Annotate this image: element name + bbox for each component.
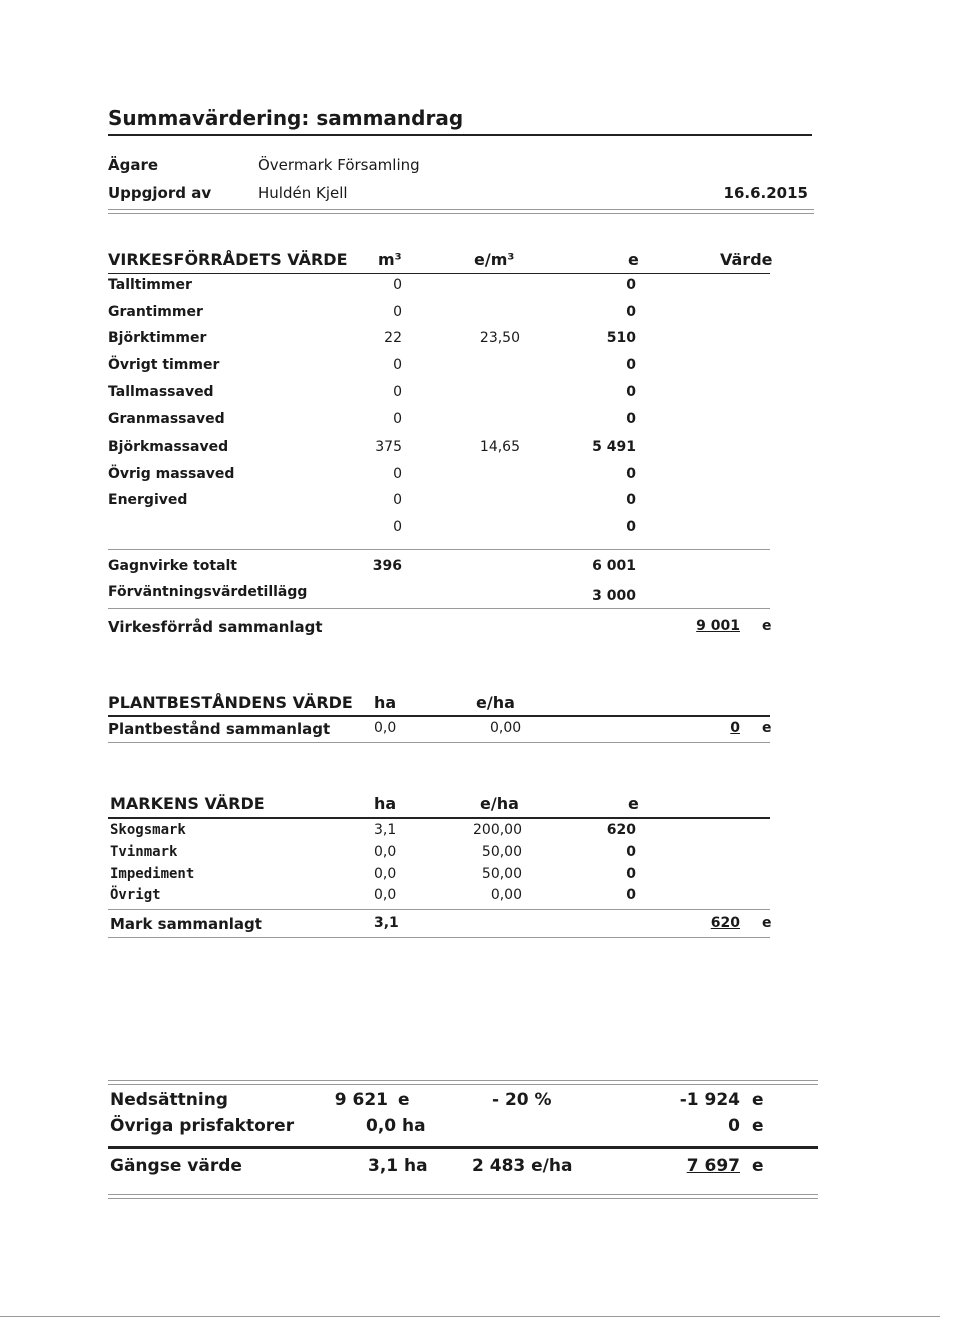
virke-sum-unit: e [762, 618, 772, 634]
virke-row-e: 0 [626, 466, 636, 482]
virke-row-e: 510 [606, 330, 636, 346]
mark-row-e: 0 [626, 887, 636, 903]
mark-row-ha: 0,0 [374, 887, 397, 903]
reduction-base: 9 621 [334, 1090, 388, 1110]
mark-sum-label: Mark sammanlagt [110, 915, 262, 933]
virke-row-e: 0 [626, 384, 636, 400]
mark-row-eha: 50,00 [481, 866, 522, 882]
plant-row-value: 0 [730, 720, 740, 736]
virke-row-m3: 0 [393, 357, 402, 373]
virke-row-m3: 0 [393, 384, 402, 400]
risk-unit: e [752, 1116, 764, 1136]
mark-row-label: Tvinmark [110, 844, 178, 860]
virke-sum-label: Virkesförråd sammanlagt [108, 618, 323, 636]
virke-row-e: 0 [626, 304, 636, 320]
mark-row-eha: 50,00 [481, 844, 522, 860]
virke-row-m3: 0 [393, 519, 402, 535]
virke-row-e: 0 [626, 492, 636, 508]
virke-sum-value: 9 001 [696, 618, 740, 634]
mark-row-e: 0 [626, 844, 636, 860]
virke-row-e: 0 [626, 411, 636, 427]
virke-row-label: Grantimmer [108, 304, 203, 320]
virke-total-m3: 396 [372, 558, 402, 574]
mark-row-e: 0 [626, 866, 636, 882]
virke-row-m3: 0 [393, 304, 402, 320]
report-date: 16.6.2015 [723, 184, 808, 202]
mark-row-ha: 0,0 [374, 866, 397, 882]
virke-row-label: Tallmassaved [108, 384, 214, 400]
virke-row-m3: 0 [393, 466, 402, 482]
reduction-base-unit: e [398, 1090, 410, 1110]
plant-row-ha: 0,0 [374, 720, 397, 736]
title-rule [108, 134, 812, 136]
mark-row-ha: 3,1 [374, 822, 397, 838]
risk-value: 0 [728, 1116, 740, 1136]
reduction-label: Nedsättning [110, 1090, 228, 1110]
plant-col-ha: ha [374, 693, 397, 712]
risk-label: Övriga prisfaktorer [110, 1116, 295, 1136]
prepared-value: Huldén Kjell [258, 184, 348, 202]
prepared-label: Uppgjord av [108, 184, 212, 202]
mark-row-label: Impediment [110, 866, 195, 882]
mark-row-eha: 200,00 [473, 822, 522, 838]
mark-heading: MARKENS VÄRDE [110, 794, 265, 813]
virke-row-label: Övrig massaved [108, 466, 235, 482]
mark-row-eha: 0,00 [490, 887, 522, 903]
virke-row-e: 0 [626, 277, 636, 293]
reduction-pct: - 20 % [492, 1090, 552, 1110]
virke-row-m3: 375 [375, 439, 402, 455]
virke-row-label: Energived [108, 492, 188, 508]
mark-row-label: Övrigt [110, 887, 161, 903]
current-unit: e [752, 1156, 764, 1176]
plant-bottom-rule [108, 742, 770, 743]
virke-col-value: Värde [720, 250, 773, 269]
virke-rows-rule [108, 549, 770, 550]
virke-row-e: 0 [626, 519, 636, 535]
reduction-unit: e [752, 1090, 764, 1110]
mark-row-ha: 0,0 [374, 844, 397, 860]
virke-total-label: Gagnvirke totalt [108, 558, 238, 574]
owner-label: Ägare [108, 156, 159, 174]
virke-bonus-e: 3 000 [592, 588, 636, 604]
virke-row-e: 5 491 [592, 439, 636, 455]
virke-col-e: e [628, 250, 639, 269]
mark-rows-rule [108, 909, 770, 910]
virke-row-m3: 22 [384, 330, 402, 346]
virke-row-em3: 14,65 [479, 439, 520, 455]
risk-ha: 0,0 ha [366, 1116, 426, 1136]
virke-row-m3: 0 [393, 492, 402, 508]
plant-row-eha: 0,00 [490, 720, 522, 736]
virke-row-m3: 0 [393, 277, 402, 293]
summary-mid-rule [108, 1146, 818, 1149]
current-value: 7 697 [686, 1156, 740, 1176]
mark-row-e: 620 [606, 822, 636, 838]
page-title: Summavärdering: sammandrag [108, 106, 464, 130]
page-edge-rule [0, 1316, 940, 1317]
mark-col-ha: ha [374, 794, 397, 813]
mark-bottom-rule [108, 937, 770, 938]
virke-row-em3: 23,50 [479, 330, 520, 346]
mark-col-eha: e/ha [480, 794, 519, 813]
plant-heading: PLANTBESTÅNDENS VÄRDE [108, 693, 353, 712]
mark-header-rule [108, 817, 770, 819]
virke-bonus-label: Förväntningsvärdetillägg [108, 584, 308, 600]
virke-row-m3: 0 [393, 411, 402, 427]
virke-row-label: Björktimmer [108, 330, 207, 346]
current-ha: 3,1 ha [368, 1156, 428, 1176]
virke-header-rule [108, 273, 770, 274]
virke-bonus-rule [108, 608, 770, 609]
virke-row-label: Björkmassaved [108, 439, 229, 455]
virke-heading: VIRKESFÖRRÅDETS VÄRDE [108, 250, 348, 269]
virke-row-e: 0 [626, 357, 636, 373]
summary-bottom-rule [108, 1194, 818, 1199]
mark-row-label: Skogsmark [110, 822, 186, 838]
header-rule [108, 209, 814, 214]
reduction-value: -1 924 [679, 1090, 740, 1110]
mark-sum-ha: 3,1 [374, 915, 399, 931]
plant-row-unit: e [762, 720, 772, 736]
current-eha: 2 483 e/ha [472, 1156, 573, 1176]
virke-col-em3: e/m³ [474, 250, 515, 269]
mark-sum-unit: e [762, 915, 772, 931]
virke-row-label: Övrigt timmer [108, 357, 220, 373]
mark-col-e: e [628, 794, 639, 813]
summary-top-rule [108, 1080, 818, 1085]
current-label: Gängse värde [110, 1156, 242, 1176]
virke-row-label: Talltimmer [108, 277, 192, 293]
plant-col-eha: e/ha [476, 693, 515, 712]
mark-sum-value: 620 [710, 915, 740, 931]
virke-row-label: Granmassaved [108, 411, 225, 427]
plant-header-rule [108, 715, 770, 717]
plant-row-label: Plantbestånd sammanlagt [108, 720, 331, 738]
virke-total-e: 6 001 [592, 558, 636, 574]
virke-col-m3: m³ [378, 250, 402, 269]
owner-value: Övermark Församling [258, 156, 420, 174]
